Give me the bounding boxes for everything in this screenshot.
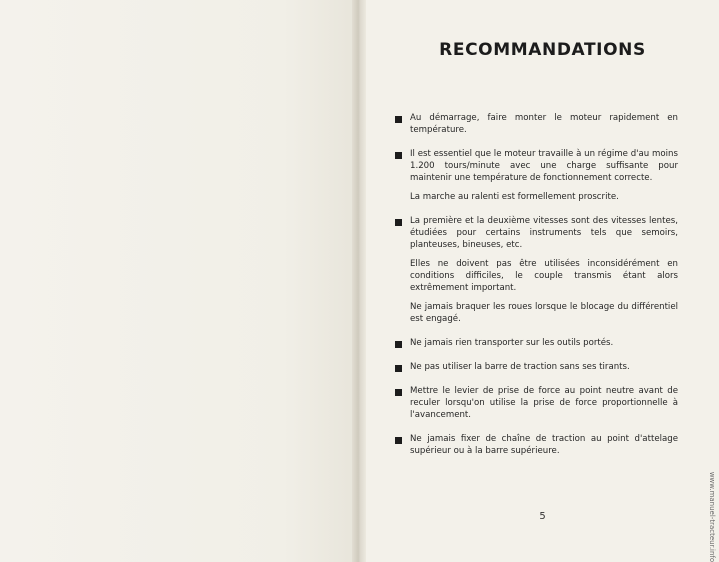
left-blank-page xyxy=(0,0,355,562)
book-gutter xyxy=(352,0,366,562)
paragraph: La première et la deuxième vitesses sont des vitesses lentes, étudiées pour certains instruments tels que semoirs, planteuses, bineuses, etc. xyxy=(410,216,678,250)
list-item xyxy=(395,361,678,373)
square-bullet-icon xyxy=(395,152,402,159)
list-item xyxy=(395,385,678,421)
list-item xyxy=(395,337,678,349)
paragraph: Ne jamais braquer les roues lorsque le blocage du différentiel est engagé. xyxy=(410,302,678,324)
site-watermark xyxy=(705,472,719,562)
square-bullet-icon xyxy=(395,116,402,123)
square-bullet-icon xyxy=(395,341,402,348)
list-item xyxy=(395,148,678,203)
recommendations-list xyxy=(395,112,678,469)
list-item xyxy=(395,433,678,457)
paragraph: Au démarrage, faire monter le moteur rapidement en température. xyxy=(410,113,678,135)
page-number: 5 xyxy=(539,511,546,522)
paragraph: Il est essentiel que le moteur travaille à un régime d'au moins 1.200 tours/minute avec une charge suffisante pour maintenir une température de fonctionnement correcte. xyxy=(410,149,678,183)
paragraph: Mettre le levier de prise de force au point neutre avant de reculer lorsqu'on utilise la prise de force proportionnelle à l'avancement. xyxy=(410,386,678,420)
square-bullet-icon xyxy=(395,219,402,226)
watermark-text: www.manuel-tracteur.info xyxy=(708,471,716,562)
paragraph: Ne jamais rien transporter sur les outils portés. xyxy=(410,338,614,348)
paragraph: Elles ne doivent pas être utilisées inconsidérément en conditions difficiles, le couple transmis étant alors extrêmement important. xyxy=(410,259,678,293)
paragraph: Ne jamais fixer de chaîne de traction au point d'attelage supérieur ou à la barre supérieure. xyxy=(410,434,678,456)
list-item xyxy=(395,215,678,325)
list-item xyxy=(395,112,678,136)
page-title: RECOMMANDATIONS xyxy=(439,40,646,60)
square-bullet-icon xyxy=(395,437,402,444)
paragraph: Ne pas utiliser la barre de traction sans ses tirants. xyxy=(410,362,630,372)
square-bullet-icon xyxy=(395,365,402,372)
square-bullet-icon xyxy=(395,389,402,396)
paragraph: La marche au ralenti est formellement proscrite. xyxy=(410,192,619,202)
